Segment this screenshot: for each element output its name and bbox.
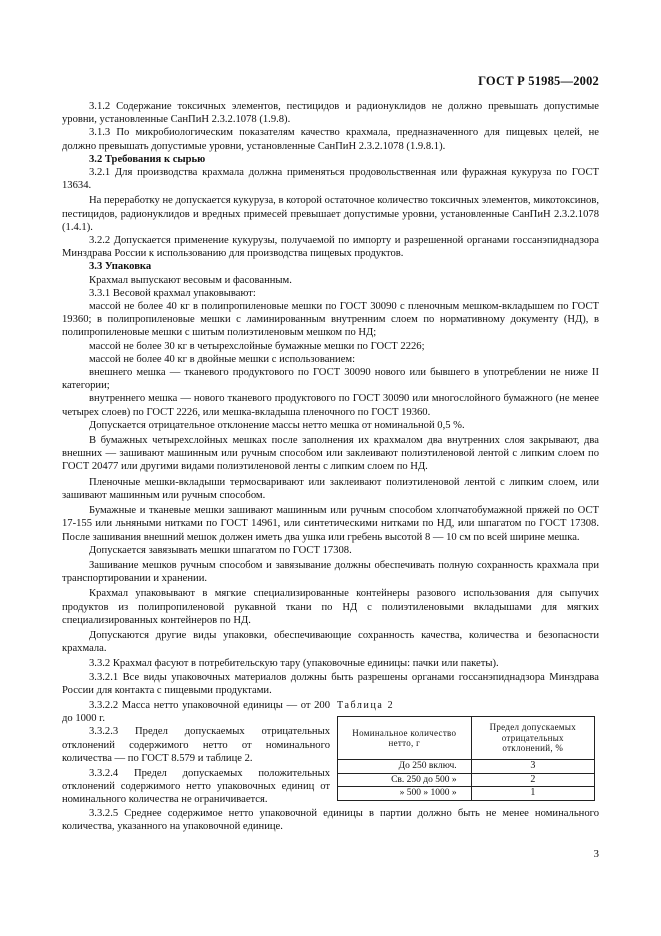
table-cell-limit: 2: [471, 773, 594, 787]
table-header-row: [338, 717, 595, 760]
table-cell-limit: 1: [471, 787, 594, 801]
two-column-block: [62, 699, 599, 807]
paragraph-3-2-1-b: На переработку не допускается кукуруза, в которой остаточное количество токсичных элементов, микотоксинов, пестицидов, радионуклидов и вредных примесей превышает допустимые уровни, установленные СанПиН 2.3.2.1078 (1.4.1).: [62, 195, 599, 233]
heading-3-2: 3.2 Требования к сырью: [89, 153, 206, 165]
paragraph-3-3-1-a: массой не более 40 кг в полипропиленовые мешки по ГОСТ 30090 с пленочным мешком-вкладышем по ГОСТ 19360; в полипропиленовые мешки с ламинированным внутренним слоем по нормативному документу (НД), в полипропиленовые мешки с шитым полиэтиленовым мешком по НД;: [62, 301, 599, 339]
page-number: 3: [593, 848, 599, 860]
table-2-caption: Таблица 2: [337, 699, 395, 711]
heading-3-3: 3.3 Упаковка: [89, 261, 152, 273]
paragraph-3-3-1-k: Зашивание мешков ручным способом и завязывание должны обеспечивать полную сохранность крахмала при транспортировании и хранении.: [62, 559, 599, 585]
document-body: [62, 100, 599, 833]
paragraph-3-3-1-d: внешнего мешка — тканевого продуктового по ГОСТ 30090 нового или бывшего в употреблении не ниже II категории;: [62, 367, 599, 392]
paragraph-3-3-1-h: Пленочные мешки-вкладыши термосваривают или заклеивают полиэтиленовой лентой с липким слоем, или зашивают машинным или ручным способом.: [62, 476, 599, 501]
paragraph-3-3-1-b: массой не более 30 кг в четырехслойные бумажные мешки по ГОСТ 2226;: [89, 340, 425, 352]
paragraph-3-3-1-i: Бумажные и тканевые мешки зашивают машинным или ручным способом хлопчатобумажной пряжей по ОСТ 17-155 или льняными нитками по ГОСТ 14961, или синтетическими нитками по НД, или шпагатом по ГОСТ 17308. После зашивания внешний мешок должен иметь два ушка или гребень высотой 8 — 10 см по всей ширине мешка.: [62, 505, 599, 543]
paragraph-3-3-intro: Крахмал выпускают весовым и фасованным.: [89, 274, 292, 286]
paragraph-3-3-2-1: 3.3.2.1 Все виды упаковочных материалов должны быть разрешены органами госсанэпиднадзора Минздрава России для контакта с пищевыми продуктами.: [62, 671, 599, 696]
table-cell-nominal: » 500 » 1000 »: [338, 787, 472, 801]
table-2: [337, 716, 595, 801]
table-row: [338, 787, 595, 801]
table-cell-nominal: До 250 включ.: [338, 760, 472, 774]
paragraph-3-1-2: 3.1.2 Содержание токсичных элементов, пестицидов и радионуклидов не должно превышать допустимые уровни, установленные СанПиН 2.3.2.1078 (1.9.8).: [62, 101, 599, 126]
paragraph-3-2-2: 3.2.2 Допускается применение кукурузы, получаемой по импорту и разрешенной органами госсанэпиднадзора Минздрава России к использованию для производства пищевых продуктов.: [62, 235, 599, 260]
paragraph-3-3-2-3: 3.3.2.3 Предел допускаемых отрицательных отклонений содержимого нетто от номинального количества — по ГОСТ 8.579 и таблице 2.: [62, 726, 330, 764]
table-row: [338, 773, 595, 787]
paragraph-3-3-1-j: Допускается завязывать мешки шпагатом по ГОСТ 17308.: [89, 544, 352, 556]
paragraph-3-3-2-4: 3.3.2.4 Предел допускаемых положительных отклонений содержимого нетто упаковочных единиц от номинального количества не ограничивается.: [62, 767, 330, 806]
paragraph-3-3-2-2: 3.3.2.2 Масса нетто упаковочной единицы — от 200 до 1000 г.: [62, 699, 330, 725]
paragraph-3-2-1: 3.2.1 Для производства крахмала должна применяться продовольственная или фуражная кукуруза по ГОСТ 13634.: [62, 167, 599, 192]
table-cell-limit: 3: [471, 760, 594, 774]
paragraph-3-3-1-g: В бумажных четырехслойных мешках после заполнения их крахмалом два внутренних слоя закрывают, два внешних — зашивают машинным или ручным способом или заклеивают полиэтиленовой лентой с липким слоем по ГОСТ 20477 или другими видами полиэтиленовой ленты с липким слоем по НД.: [62, 435, 599, 473]
table-cell-nominal: Св. 250 до 500 »: [338, 773, 472, 787]
paragraph-3-3-1-e: внутреннего мешка — нового тканевого продуктового по ГОСТ 30090 или многослойного бумажного (не менее четырех слоев) по ГОСТ 2226, или мешка-вкладыша пленочного по ГОСТ 19360.: [62, 393, 599, 418]
left-column: [62, 699, 330, 807]
table-row: [338, 760, 595, 774]
table-header-nominal: Номинальное количество нетто, г: [338, 717, 472, 760]
paragraph-3-3-1-c: массой не более 40 кг в двойные мешки с использованием:: [89, 353, 356, 365]
paragraph-3-3-2: 3.3.2 Крахмал фасуют в потребительскую тару (упаковочные единицы: пачки или пакеты).: [89, 658, 499, 670]
table-header-limit: Предел допускаемых отрицательных отклонений, %: [471, 717, 594, 760]
paragraph-3-3-2-5: 3.3.2.5 Среднее содержимое нетто упаковочной единицы в партии должно быть не менее номинального количества, указанного на упаковочной единице.: [62, 807, 599, 832]
paragraph-3-1-3: 3.1.3 По микробиологическим показателям качество крахмала, предназначенного для пищевых целей, не должно превышать допустимые уровни, установленные СанПиН 2.3.2.1078 (1.9.8.1).: [62, 127, 599, 152]
document-standard-header: ГОСТ Р 51985—2002: [478, 74, 599, 88]
paragraph-3-3-1-l: Крахмал упаковывают в мягкие специализированные контейнеры разового использования для сыпучих продуктов из полипропиленовой рукавной ткани по НД с полиэтиленовыми вкладышами для мягких специализированных контейнеров по НД.: [62, 588, 599, 626]
table-2-block: [337, 699, 599, 801]
paragraph-3-3-1: 3.3.1 Весовой крахмал упаковывают:: [89, 287, 256, 299]
paragraph-3-3-1-f: Допускается отрицательное отклонение массы нетто мешка от номинальной 0,5 %.: [89, 419, 465, 431]
paragraph-3-3-1-m: Допускаются другие виды упаковки, обеспечивающие сохранность качества, количества и безопасности крахмала.: [62, 629, 599, 655]
